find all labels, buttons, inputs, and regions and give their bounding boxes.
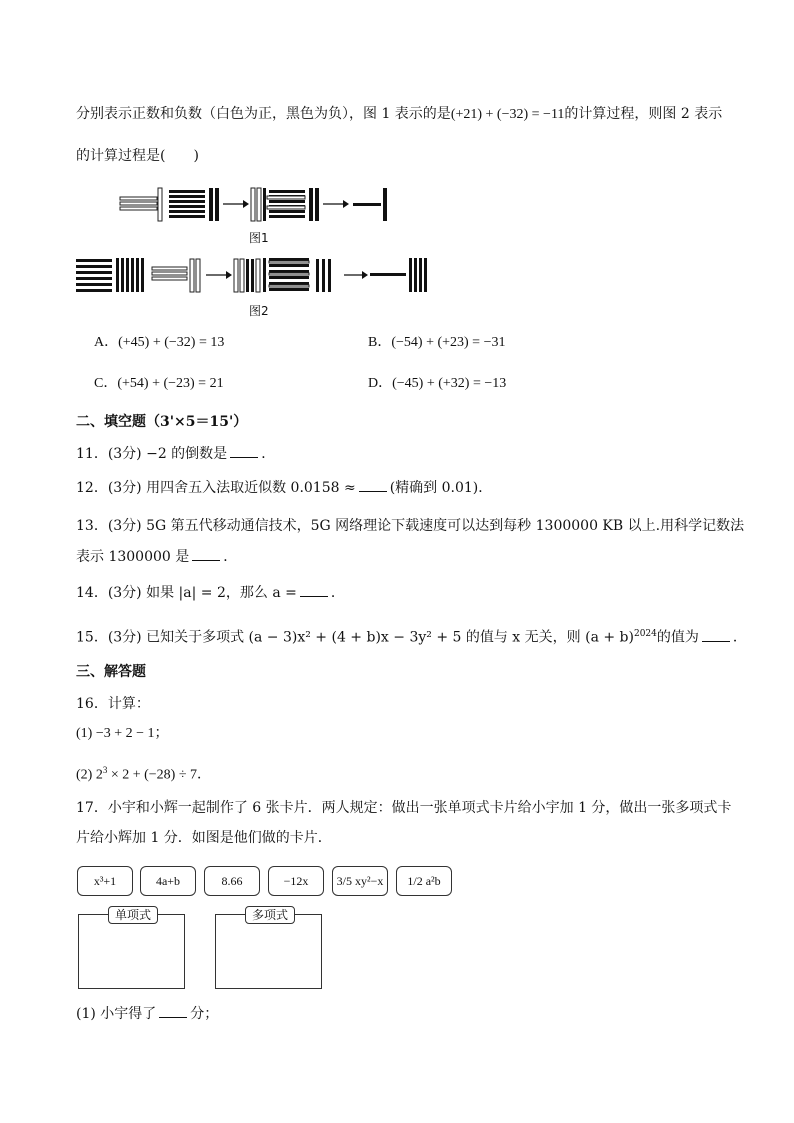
card-1: x³+1 [77,866,133,896]
question-14: 14．(3分) 如果 |a| = 2，那么 a = ． [76,585,345,601]
card-4: −12x [268,866,324,896]
option-b[interactable]: B．(−54) + (+23) = −31 [368,335,506,350]
figure-2 [76,256,436,296]
answer-blank[interactable] [159,1005,187,1018]
answer-blank[interactable] [192,548,220,561]
monomial-box-label: 单项式 [108,906,158,924]
figure-1 [115,184,390,226]
option-a[interactable]: A．(+45) + (−32) = 13 [94,335,225,350]
section-3-heading: 三、解答题 [76,664,146,680]
answer-blank[interactable] [702,629,730,642]
question-11: 11．(3分) −2 的倒数是 ． [76,446,276,462]
question-13-line2: 表示 1300000 是 ． [76,549,238,565]
answer-blank[interactable] [230,445,258,458]
answer-blank[interactable] [300,584,328,597]
question-17-line2: 片给小辉加 1 分．如图是他们做的卡片． [76,830,332,846]
question-13-line1: 13．(3分) 5G 第五代移动通信技术，5G 网络理论下载速度可以达到每秒 1300000 KB 以上.用科学记数法 [76,518,745,534]
card-5: 3/5 xy²−x [332,866,388,896]
option-d[interactable]: D．(−45) + (+32) = −13 [368,376,507,391]
section-2-heading: 二、填空题（3'×5＝15'） [76,414,248,430]
figure-2-label: 图2 [249,304,269,318]
card-2: 4a+b [140,866,196,896]
question-12: 12．(3分) 用四舍五入法取近似数 0.0158 ≈ (精确到 0.01)． [76,480,493,496]
polynomial-box[interactable] [215,914,322,989]
q10-expression: (+21) + (−32) = −11 [450,107,565,122]
monomial-box[interactable] [78,914,185,989]
q10-line1: 分别表示正数和负数（白色为正，黑色为负），图 1 表示的是(+21) + (−32) = −11的计算过程，则图 2 表示 [76,106,723,122]
card-6: 1/2 a²b [396,866,452,896]
figure-1-label: 图1 [249,231,269,245]
option-c[interactable]: C．(+54) + (−23) = 21 [94,376,224,391]
question-17-line1: 17．小宇和小辉一起制作了 6 张卡片．两人规定：做出一张单项式卡片给小宇加 1 分，做出一张多项式卡 [76,800,732,816]
question-15: 15．(3分) 已知关于多项式 (a − 3)x² + (4 + b)x − 3y² + 5 的值与 x 无关，则 $(a + b)^{2024}$的值为 ． [76,629,747,646]
q10-line2: 的计算过程是( ) [76,148,199,164]
polynomial-box-label: 多项式 [245,906,295,924]
answer-blank[interactable] [359,479,387,492]
question-17-part-1: (1) 小宇得了 分； [76,1006,219,1022]
question-16-part-2: (2) $2^3 \times 2 + (-28) \div 7$． [76,765,212,783]
question-16: 16．计算： [76,696,150,712]
question-16-part-1: (1) −3 + 2 − 1； [76,726,169,741]
card-3: 8.66 [204,866,260,896]
